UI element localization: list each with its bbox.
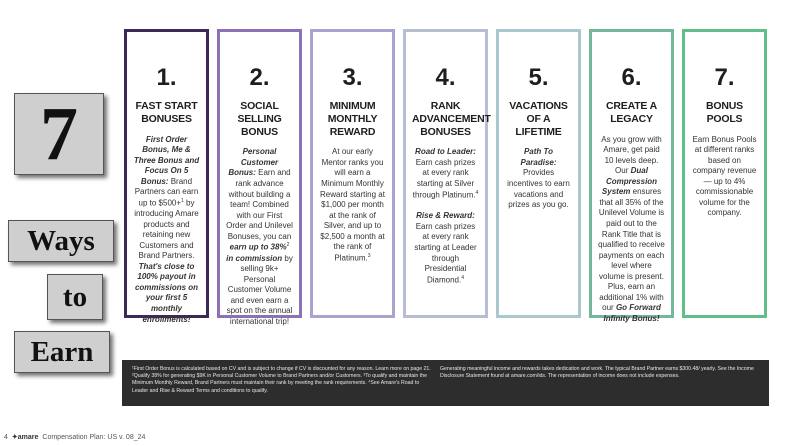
card-1 (124, 29, 209, 324)
page-footer-text: Compensation Plan: US v. 08_24 (42, 433, 146, 441)
card-body-text: Road to Leader: (415, 147, 476, 157)
card-body-text: 3 (367, 252, 371, 259)
card-body-text: At our early Mentor ranks you will earn a Minimum Monthly Reward starting at $1,000 per month at the rank of Silver, and up to $2,500 a month at the rank of Platinum. (320, 147, 385, 263)
card-body-text: Provides incentives to earn vacations and prizes as you go. (507, 168, 570, 210)
title-tile-seven: 7 (14, 93, 104, 175)
card-body (598, 135, 665, 325)
card-2 (217, 29, 302, 326)
card-body (319, 147, 386, 264)
amare-logo: ✦amare (11, 434, 39, 441)
card-number: 1. (156, 64, 177, 91)
card-body-text: 1 (181, 197, 184, 204)
card-body-text: Rise & Reward: (416, 211, 475, 221)
card-number: 5. (528, 64, 549, 91)
card-body (691, 135, 758, 219)
card-body-text: Earn cash prizes at every rank starting at Silver through Platinum. (412, 157, 476, 200)
card-body-text: Earn cash prizes at every rank starting at Leader through Presidential Diamond. (414, 221, 477, 285)
card-number: 7. (714, 64, 735, 91)
card-body-text: Path To Paradise: (520, 147, 557, 167)
card-body-text: Personal Customer Bonus: (228, 147, 279, 178)
card-body-text: Dual Compression System (601, 166, 658, 197)
card-body-text: 4 (475, 189, 479, 196)
card-body-text: First Order Bonus, Me & Three Bonus and Focus On 5 Bonus: (133, 134, 200, 186)
disclaimer-footer (122, 360, 769, 406)
page-footer (4, 433, 145, 441)
card-title: MINIMUM MONTHLY REWARD (327, 100, 378, 138)
card-number: 4. (435, 64, 456, 91)
card-title: CREATE A LEGACY (606, 100, 657, 125)
card-body-text: in commission (226, 253, 283, 263)
card-body (505, 147, 572, 210)
disclaimer-right: Generating meaningful income and rewards takes dedication and work. The typical Brand Partner earns $300.48/ yearly. See the Income Disclosure Statement found at amare.com/ids. The representation of income does not include expenses. (440, 366, 754, 380)
card-5 (496, 29, 581, 318)
page-number: 4 (4, 433, 8, 441)
card-title: FAST START BONUSES (135, 100, 198, 125)
card-title: SOCIAL SELLING BONUS (237, 100, 282, 138)
card-body-text: Go Forward Infinity Bonus! (603, 303, 661, 323)
disclaimer-left: ¹First Order Bonus is calculated based on CV and is subject to change if CV is discounted for any reason. Learn more on page 21. ²Qualify 38% for generating $9K in Personal Customer Volume to Brand Partners and/or Customers. ³To qualify and maintain the Minimum Monthly Reward, Brand Partners must maintain their rank by meeting the rank requirements. ⁴See Amare's Road to Leader and Rise & Reward Terms and conditions to qualify. (132, 366, 431, 394)
title-tile-ways: Ways (8, 220, 114, 262)
card-title: RANK ADVANCEMENT BONUSES (412, 100, 491, 138)
card-body-text: Brand Partners can earn up to $500+ (134, 176, 199, 208)
card-3 (310, 29, 395, 318)
card-6 (589, 29, 674, 323)
card-number: 2. (249, 64, 270, 91)
card-title: VACATIONS OF A LIFETIME (509, 100, 568, 138)
title-tile-to: to (47, 274, 103, 320)
card-4 (403, 29, 491, 318)
card-body-text: Earn Bonus Pools at different ranks based on company revenue — up to 4% commissionable volume for the company. (692, 134, 757, 218)
card-body (226, 147, 293, 327)
card-number: 3. (342, 64, 363, 91)
card-body-text: by introducing Amare products and retaining new Customers and Brand Partners. (134, 198, 199, 261)
card-body-text: That's close to 100% payout in commissions on your first 5 monthly enrollments! (134, 261, 199, 324)
card-body-text: earn up to 38% (229, 242, 287, 252)
card-title: BONUS POOLS (706, 100, 743, 125)
card-7 (682, 29, 767, 318)
card-number: 6. (621, 64, 642, 91)
title-tile-earn: Earn (14, 331, 110, 373)
card-body-text: 4 (461, 274, 465, 281)
card-body-text: by selling 9k+ Personal Customer Volume and even earn a spot on the annual international trip! (226, 253, 293, 326)
card-body (412, 147, 479, 285)
card-body-text: As you grow with Amare, get paid 10 levels deep. Our (601, 134, 662, 176)
card-body (133, 135, 200, 326)
card-body-text: Earn and rank advance without building a team! Combined with our First Order and Unilevel Bonuses, you can (226, 168, 293, 241)
card-body-text: 2 (286, 242, 290, 249)
card-body-text: ensures that all 35% of the Unilevel Volume is paid out to the Rank Title that is qualified to receive payments on each level where volume is present. Plus, earn an additional 1% with our (598, 187, 665, 313)
